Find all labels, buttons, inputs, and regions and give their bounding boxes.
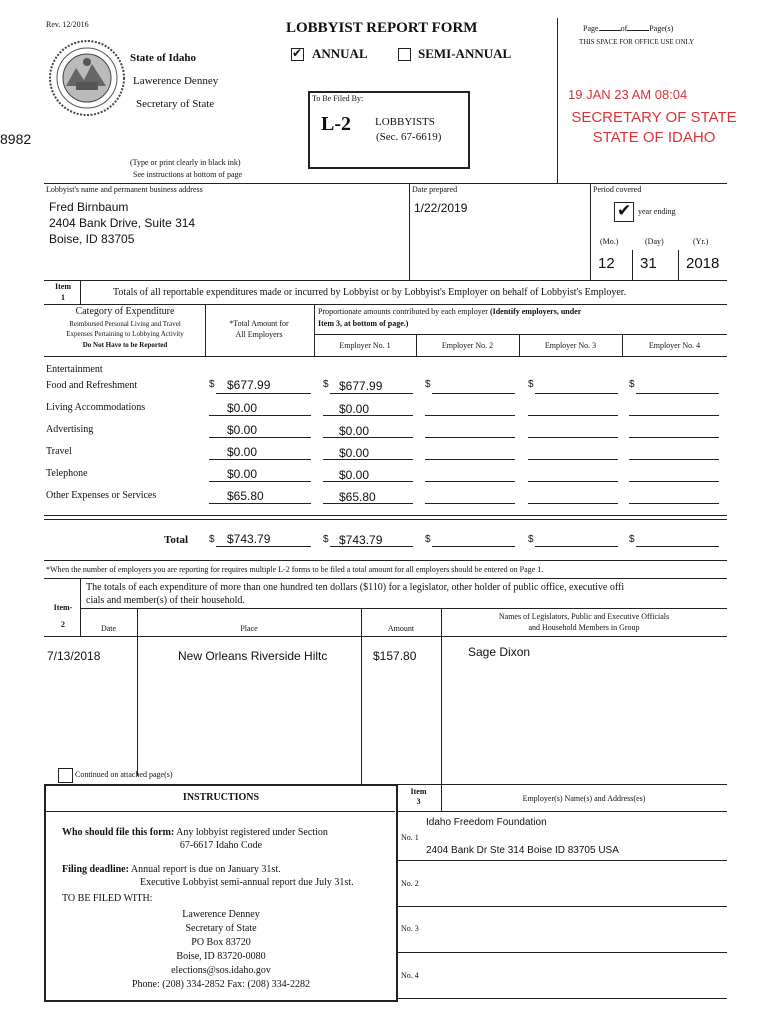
semi-annual-deadline: Executive Lobbyist semi-annual report due July 31st. <box>140 877 354 888</box>
semi-annual-checkbox[interactable] <box>398 48 411 61</box>
total-advertising[interactable]: $0.00 <box>227 423 258 437</box>
instructions-note: See instructions at bottom of page <box>133 170 243 179</box>
date-prepared-label: Date prepared <box>412 185 458 194</box>
total-travel[interactable]: $0.00 <box>227 445 258 459</box>
item2-label: Item- <box>53 603 73 612</box>
page-label: Page of Page(s) <box>583 24 674 33</box>
stamp-line-1: SECRETARY OF STATE <box>571 109 737 126</box>
semi-annual-label: SEMI-ANNUAL <box>418 46 512 61</box>
year-ending-label: year ending <box>638 207 676 216</box>
row-label-other: Other Expenses or Services <box>46 490 157 501</box>
office-use-note: THIS SPACE FOR OFFICE USE ONLY <box>579 38 695 46</box>
category-note-2: Expenses Pertaining to Lobbying Activity <box>66 330 184 338</box>
received-stamp-date: 19 JAN 23 AM 08:04 <box>568 87 688 102</box>
total-other[interactable]: $65.80 <box>227 489 264 503</box>
dollar-sign: $ <box>209 534 215 545</box>
check-icon: ✔ <box>292 46 303 60</box>
filing-deadline: Filing deadline: Annual report is due on January 31st. <box>62 864 281 875</box>
total-living[interactable]: $0.00 <box>227 401 258 415</box>
item2-date[interactable]: 7/13/2018 <box>47 649 101 663</box>
dollar-sign: $ <box>629 534 635 545</box>
form-title: LOBBYIST REPORT FORM <box>286 20 478 36</box>
employer-1-address[interactable]: 2404 Bank Dr Ste 314 Boise ID 83705 USA <box>426 845 619 856</box>
item2-place[interactable]: New Orleans Riverside Hiltc <box>178 649 328 663</box>
total-header-1: *Total Amount for <box>229 319 289 328</box>
place-column-header: Place <box>240 624 258 633</box>
period-covered-label: Period covered <box>593 185 642 194</box>
category-note-3: Do Not Have to be Reported <box>82 341 168 349</box>
employer-no-3-label: No. 3 <box>401 924 419 933</box>
lobbyist-address-line1[interactable]: 2404 Bank Drive, Suite 314 <box>49 216 196 230</box>
dollar-sign: $ <box>528 379 534 390</box>
row-label-food: Food and Refreshment <box>46 380 138 391</box>
item2-number: 2 <box>61 620 65 629</box>
lobbyist-address-line2[interactable]: Boise, ID 83705 <box>49 232 135 246</box>
names-column-header-1: Names of Legislators, Public and Executive Officials <box>498 612 670 621</box>
dollar-sign: $ <box>323 534 329 545</box>
who-should-file: Who should file this form: Any lobbyist registered under Section <box>62 827 328 838</box>
item3-label: Item <box>410 787 427 796</box>
total-label: Total <box>164 534 189 546</box>
row-label-living: Living Accommodations <box>46 402 146 413</box>
annual-label: ANNUAL <box>312 46 368 61</box>
item3-number: 3 <box>416 797 421 806</box>
item1-number: 1 <box>61 293 65 302</box>
item2-text-1: The totals of each expenditure of more than one hundred ten dollars ($110) for a legislator, other holder of public office, executive offi <box>86 582 625 593</box>
multiple-forms-footnote: *When the number of employers you are reporting for requires multiple L-2 forms to be filed a total amount for all employers should be entered on Page 1. <box>46 565 544 574</box>
emp1-advertising[interactable]: $0.00 <box>339 424 370 438</box>
continued-checkbox[interactable] <box>58 768 73 783</box>
revision-label: Rev. 12/2016 <box>46 20 89 29</box>
total-header-2: All Employers <box>235 330 283 339</box>
emp1-telephone[interactable]: $0.00 <box>339 468 370 482</box>
dollar-sign: $ <box>629 379 635 390</box>
state-name: State of Idaho <box>130 52 197 64</box>
entertainment-label: Entertainment <box>46 364 103 375</box>
row-label-travel: Travel <box>46 446 72 457</box>
row-label-advertising: Advertising <box>46 424 94 435</box>
dollar-sign: $ <box>425 379 431 390</box>
day-label: (Day) <box>645 237 664 246</box>
year-ending-checkbox[interactable] <box>614 202 634 222</box>
dollar-sign: $ <box>528 534 534 545</box>
file-with-email[interactable]: elections@sos.idaho.gov <box>171 965 271 976</box>
ink-note: (Type or print clearly in black ink) <box>130 158 241 167</box>
proportionate-header: Proportionate amounts contributed by each employer (Identify employers, under <box>318 307 582 316</box>
continued-label: Continued on attached page(s) <box>75 770 173 779</box>
item2-amount[interactable]: $157.80 <box>373 649 417 663</box>
year-label: (Yr.) <box>693 237 709 246</box>
item2-official-name[interactable]: Sage Dixon <box>468 645 531 659</box>
instructions-title: INSTRUCTIONS <box>182 792 260 803</box>
file-with-phone: Phone: (208) 334-2852 Fax: (208) 334-2282 <box>131 979 311 990</box>
file-with-label: TO BE FILED WITH: <box>62 893 153 904</box>
file-with-title: Secretary of State <box>185 923 257 934</box>
dollar-sign: $ <box>323 379 329 390</box>
total-telephone[interactable]: $0.00 <box>227 467 258 481</box>
employer-no-4-label: No. 4 <box>401 971 419 980</box>
emp1-living[interactable]: $0.00 <box>339 402 370 416</box>
stamp-line-2: STATE OF IDAHO <box>592 129 716 146</box>
employer-4-header: Employer No. 4 <box>648 341 701 350</box>
item1-label: Item <box>55 282 71 291</box>
lobbyist-name[interactable]: Fred Birnbaum <box>49 200 129 214</box>
official-name: Lawerence Denney <box>133 75 219 87</box>
annual-checkbox[interactable] <box>291 48 304 61</box>
employer-3-header: Employer No. 3 <box>544 341 597 350</box>
total-food[interactable]: $677.99 <box>227 378 271 392</box>
item2-text-2: cials and member(s) of their household. <box>86 595 245 606</box>
file-with-pobox: PO Box 83720 <box>191 937 251 948</box>
category-header: Category of Expenditure <box>75 306 175 317</box>
row-label-telephone: Telephone <box>46 468 88 479</box>
official-title: Secretary of State <box>136 98 215 110</box>
period-day[interactable]: 31 <box>640 255 657 272</box>
date-prepared-value[interactable]: 1/22/2019 <box>414 201 468 215</box>
who-should-file-code: 67-6617 Idaho Code <box>179 840 263 851</box>
form-code: L-2 <box>321 113 351 135</box>
lobbyist-address-label: Lobbyist's name and permanent business address <box>46 185 203 194</box>
section-label: (Sec. 67-6619) <box>376 131 442 143</box>
period-year[interactable]: 2018 <box>686 255 720 272</box>
amount-column-header: Amount <box>387 624 415 633</box>
month-label: (Mo.) <box>600 237 619 246</box>
employer-addresses-header: Employer(s) Name(s) and Address(es) <box>522 794 646 803</box>
idaho-seal-icon <box>46 38 128 118</box>
lobbyists-label: LOBBYISTS <box>375 116 435 128</box>
dollar-sign: $ <box>425 534 431 545</box>
employer-1-name[interactable]: Idaho Freedom Foundation <box>426 817 547 828</box>
grand-total[interactable]: $743.79 <box>227 532 271 546</box>
employer-1-header: Employer No. 1 <box>339 341 391 350</box>
employer-no-1-label: No. 1 <box>401 833 419 842</box>
emp1-other[interactable]: $65.80 <box>339 490 376 504</box>
category-note-1: Reimbursed Personal Living and Travel <box>69 320 181 328</box>
side-number: 8982 <box>0 131 32 147</box>
file-with-name: Lawerence Denney <box>182 909 260 920</box>
proportionate-header-2: Item 3, at bottom of page.) <box>318 319 409 328</box>
emp1-total[interactable]: $743.79 <box>339 533 383 547</box>
emp1-travel[interactable]: $0.00 <box>339 446 370 460</box>
names-column-header-2: and Household Members in Group <box>528 623 640 632</box>
item1-title: Totals of all reportable expenditures made or incurred by Lobbyist or by Lobbyist's Employer on behalf of Lobbyist's Employer. <box>113 287 627 298</box>
date-column-header: Date <box>100 624 117 633</box>
check-icon: ✔ <box>617 201 632 220</box>
employer-2-header: Employer No. 2 <box>441 341 494 350</box>
file-with-city: Boise, ID 83720-0080 <box>176 951 266 962</box>
filed-by-label: To Be Filed By: <box>312 94 364 103</box>
dollar-sign: $ <box>209 379 215 390</box>
employer-no-2-label: No. 2 <box>401 879 419 888</box>
period-month[interactable]: 12 <box>598 255 615 272</box>
emp1-food[interactable]: $677.99 <box>339 379 383 393</box>
